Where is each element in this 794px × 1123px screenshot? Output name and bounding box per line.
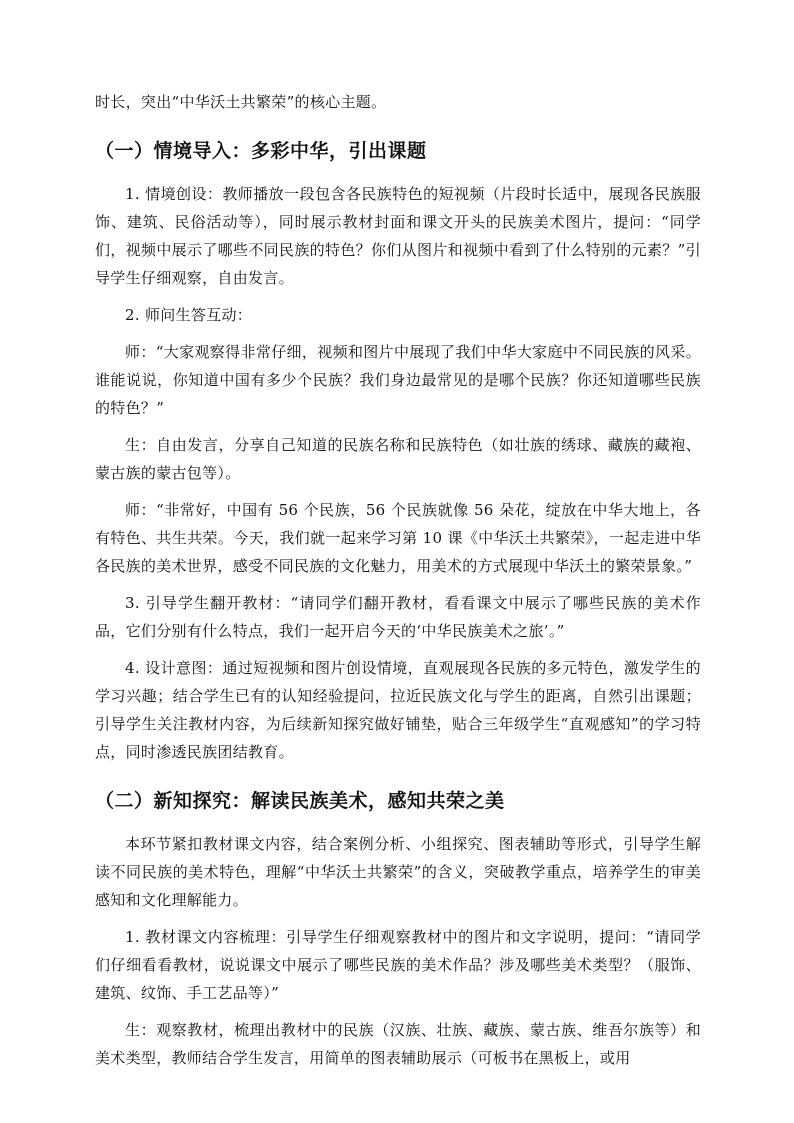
section-1-paragraph: 师：“大家观察得非常仔细，视频和图片中展现了我们中华大家庭中不同民族的风采。谁能说说，你知道中国有多少个民族？我们身边最常见的是哪个民族？你还知道哪些民族的特色？”	[95, 343, 701, 417]
section-1-paragraph: 2. 师问生答互动：	[125, 306, 253, 324]
section-1-paragraph: 4. 设计意图：通过短视频和图片创设情境，直观展现各民族的多元特色，激发学生的学习兴趣；结合学生已有的认知经验提问，拉近民族文化与学生的距离，自然引出课题；引导学生关注教材内容，为后续新知探究做好铺垫，贴合三年级学生“直观感知”的学习特点，同时渗透民族团结教育。	[95, 659, 701, 761]
section-2-paragraph: 生：观察教材，梳理出教材中的民族（汉族、壮族、藏族、蒙古族、维吾尔族等）和美术类型，教师结合学生发言，用简单的图表辅助展示（可板书在黑板上，或用	[95, 1021, 701, 1067]
lead-paragraph: 时长，突出“中华沃土共繁荣”的核心主题。	[95, 93, 387, 111]
section-1-paragraph: 师：“非常好，中国有 56 个民族，56 个民族就像 56 朵花，绽放在中华大地上，各有特色、共生共荣。今天，我们就一起来学习第 10 课《中华沃土共繁荣》，一起走进中华各民族的美术世界，感受不同民族的文化魅力，用美术的方式展现中华沃土的繁荣景象。”	[95, 501, 701, 575]
section-1-paragraph: 生：自由发言，分享自己知道的民族名称和民族特色（如壮族的绣球、藏族的藏袍、蒙古族的蒙古包等）。	[95, 436, 701, 482]
section-2-paragraph: 1. 教材课文内容梳理：引导学生仔细观察教材中的图片和文字说明，提问：“请同学们仔细看看教材，说说课文中展示了哪些民族的美术作品？涉及哪些美术类型？（服饰、建筑、纹饰、手工艺品等）”	[95, 928, 701, 1002]
section-2-heading: （二）新知探究：解读民族美术，感知共荣之美	[95, 790, 505, 812]
document-body	[95, 88, 701, 1081]
section-2-paragraph: 本环节紧扣教材课文内容，结合案例分析、小组探究、图表辅助等形式，引导学生解读不同民族的美术特色，理解“中华沃土共繁荣”的含义，突破教学重点，培养学生的审美感知和文化理解能力。	[95, 835, 701, 909]
section-1-paragraph: 3. 引导学生翻开教材：“请同学们翻开教材，看看课文中展示了哪些民族的美术作品，它们分别有什么特点，我们一起开启今天的‘中华民族美术之旅’。”	[95, 594, 701, 640]
section-1-heading: （一）情境导入：多彩中华，引出课题	[95, 140, 427, 162]
section-1-paragraph: 1. 情境创设：教师播放一段包含各民族特色的短视频（片段时长适中，展现各民族服饰、建筑、民俗活动等），同时展示教材封面和课文开头的民族美术图片，提问：“同学们，视频中展示了哪些不同民族的特色？你们从图片和视频中看到了什么特别的元素？”引导学生仔细观察，自由发言。	[95, 185, 701, 287]
